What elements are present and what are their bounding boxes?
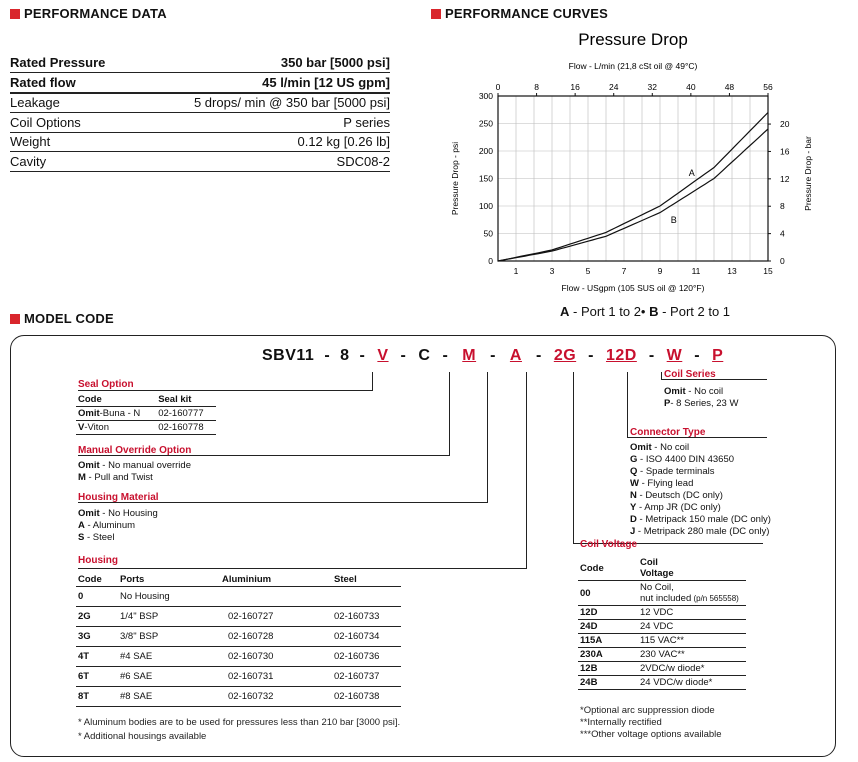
- x-tick-label: 5: [585, 266, 591, 276]
- housing-material-title: Housing Material: [78, 492, 159, 503]
- perf-row: Leakage 5 drops/ min @ 350 bar [5000 psi]: [10, 94, 390, 113]
- table-row: 115A 115 VAC**: [578, 634, 746, 648]
- housing-note: * Aluminum bodies are to be used for pressures less than 210 bar [3000 psi].: [78, 717, 401, 728]
- top-tick-label: 48: [724, 82, 735, 92]
- y2-axis-label: Pressure Drop - bar: [803, 136, 813, 211]
- top-tick-label: 8: [534, 82, 539, 92]
- table-row: 3G 3/8" BSP 02-160728 02-160734: [76, 627, 401, 647]
- perf-row: Rated flow 45 l/min [12 US gpm]: [10, 74, 390, 94]
- list-item: Omit - No coil: [630, 442, 690, 453]
- code-segment: 2G: [553, 347, 577, 364]
- manual-override-title: Manual Override Option: [78, 445, 192, 456]
- table-row: 230A 230 VAC**: [578, 648, 746, 662]
- list-item: D - Metripack 150 male (DC only): [630, 514, 771, 525]
- perf-row: Rated Pressure 350 bar [5000 psi]: [10, 54, 390, 73]
- top-axis-label: Flow - L/min (21,8 cSt oil @ 49°C): [568, 61, 698, 71]
- housing-table: [76, 573, 401, 707]
- red-square-icon: [10, 9, 20, 19]
- code-segment: 12D: [605, 347, 637, 364]
- list-item: G - ISO 4400 DIN 43650: [630, 454, 735, 465]
- x-axis-label: Flow - USgpm (105 SUS oil @ 120°F): [561, 283, 705, 293]
- top-tick-label: 16: [570, 82, 580, 92]
- seal-table: [76, 393, 216, 435]
- series-line-a: [498, 113, 768, 262]
- x-tick-label: 11: [691, 266, 701, 276]
- code-segment: W: [666, 347, 683, 364]
- housing-line: [78, 568, 527, 569]
- top-tick-label: 56: [763, 82, 773, 92]
- series-line-b: [498, 129, 768, 261]
- coil-voltage-title: Coil Voltage: [580, 539, 638, 550]
- table-row: 0 No Housing: [76, 587, 401, 607]
- connector-line: [627, 372, 628, 438]
- top-tick-label: 0: [495, 82, 501, 92]
- series-label-a: A: [688, 168, 695, 178]
- coil-voltage-notes: *Optional arc suppression diode **Internally rectified ***Other voltage options available: [580, 705, 722, 740]
- y-tick-label: 250: [478, 118, 493, 129]
- code-separator: -: [535, 347, 542, 364]
- table-row: 24D 24 VDC: [578, 620, 746, 634]
- y-tick-label: 150: [478, 173, 493, 184]
- table-row: 6T #6 SAE 02-160731 02-160737: [76, 667, 401, 687]
- list-item: W - Flying lead: [630, 478, 694, 489]
- x-tick-label: 3: [549, 266, 555, 276]
- y-tick-label: 0: [488, 256, 493, 266]
- y2-tick-label: 0: [780, 256, 785, 266]
- top-tick-label: 40: [686, 82, 696, 92]
- table-row: 12D 12 VDC: [578, 606, 746, 620]
- red-square-icon: [431, 9, 441, 19]
- chart-title: Pressure Drop: [578, 30, 688, 49]
- x-tick-label: 9: [657, 266, 663, 276]
- x-tick-label: 7: [621, 266, 627, 276]
- code-separator: -: [400, 347, 407, 364]
- y-tick-label: 200: [478, 146, 493, 156]
- col-header: Ports: [120, 574, 145, 585]
- x-tick-label: 13: [727, 266, 737, 276]
- col-header: Code: [78, 394, 102, 405]
- col-header: Seal kit: [158, 394, 192, 405]
- table-row: V-Viton 02-160778: [76, 421, 216, 435]
- model-code-heading: MODEL CODE: [10, 311, 114, 326]
- x-tick-label: 15: [763, 266, 773, 276]
- list-item: Y - Amp JR (DC only): [630, 502, 721, 513]
- code-segment: C: [418, 347, 431, 364]
- list-item: Q - Spade terminals: [630, 466, 715, 477]
- pressure-drop-chart: [440, 24, 840, 324]
- perf-row: Coil Options P series: [10, 114, 390, 133]
- code-separator: -: [324, 347, 331, 364]
- top-tick-label: 32: [647, 82, 658, 92]
- seal-option-title: Seal Option: [78, 379, 134, 390]
- housing-material-line: [487, 372, 488, 503]
- coil-series-title: Coil Series: [664, 369, 716, 380]
- seal-option-line: [78, 390, 373, 391]
- model-code-string: [262, 347, 723, 365]
- perf-row: Weight 0.12 kg [0.26 lb]: [10, 133, 390, 152]
- performance-table: [10, 54, 390, 172]
- list-item: Omit - No Housing: [78, 508, 158, 519]
- chart-legend: A - Port 1 to 2• B - Port 2 to 1: [560, 304, 731, 319]
- list-item: J - Metripack 280 male (DC only): [630, 526, 770, 537]
- manual-override-line: [449, 372, 450, 456]
- y-tick-label: 300: [478, 91, 493, 101]
- table-row: 2G 1/4" BSP 02-160727 02-160733: [76, 607, 401, 627]
- code-segment: M: [462, 347, 477, 364]
- connector-list: [630, 442, 771, 538]
- code-segment: A: [509, 347, 522, 364]
- code-segment: P: [712, 347, 724, 364]
- list-item: S - Steel: [78, 532, 115, 543]
- performance-data-heading: PERFORMANCE DATA: [10, 6, 167, 21]
- table-row: 00 No Coil, nut included (p/n 565558): [578, 581, 746, 606]
- code-separator: -: [442, 347, 449, 364]
- red-square-icon: [10, 314, 20, 324]
- table-row: 24B 24 VDC/w diode*: [578, 676, 746, 690]
- col-header: Code: [580, 562, 604, 574]
- y2-tick-label: 4: [780, 228, 785, 239]
- manual-override-list: [78, 460, 191, 484]
- housing-title: Housing: [78, 555, 118, 566]
- list-item: Omit - No manual override: [78, 460, 191, 471]
- code-separator: -: [490, 347, 496, 364]
- coil-voltage-table: [578, 556, 746, 690]
- col-header: Steel: [334, 574, 357, 585]
- list-item: M - Pull and Twist: [78, 472, 153, 483]
- y2-tick-label: 12: [780, 173, 790, 184]
- code-segment: 8: [340, 347, 350, 364]
- table-row: 4T #4 SAE 02-160730 02-160736: [76, 647, 401, 667]
- housing-material-list: [78, 508, 158, 544]
- col-header: Aluminium: [222, 574, 272, 585]
- code-segment: V: [377, 347, 389, 364]
- list-item: N - Deutsch (DC only): [630, 490, 723, 501]
- table-row: 12B 2VDC/w diode*: [578, 662, 746, 676]
- code-separator: -: [648, 347, 655, 364]
- code-segment: SBV11: [262, 347, 315, 364]
- x-tick-label: 1: [513, 266, 519, 276]
- y-tick-label: 100: [478, 201, 493, 211]
- y-axis-label: Pressure Drop - psi: [450, 141, 460, 216]
- connector-type-title: Connector Type: [630, 427, 706, 438]
- table-row: 8T #8 SAE 02-160732 02-160738: [76, 687, 401, 707]
- col-header: Coil Voltage: [640, 557, 674, 579]
- housing-note: * Additional housings available: [78, 731, 207, 742]
- list-item: P- 8 Series, 23 W: [664, 398, 739, 409]
- code-separator: -: [588, 347, 594, 364]
- y-tick-label: 50: [483, 228, 493, 239]
- series-label-b: B: [670, 214, 677, 225]
- coil-series-list: [664, 386, 738, 410]
- housing-line: [526, 372, 527, 569]
- top-tick-label: 24: [608, 82, 619, 92]
- coil-voltage-line: [573, 372, 574, 544]
- table-row: Omit-Buna - N 02-160777: [76, 407, 216, 421]
- code-separator: -: [694, 347, 701, 364]
- code-separator: -: [359, 347, 366, 364]
- seal-option-line: [372, 372, 373, 391]
- col-header: Code: [78, 574, 102, 585]
- list-item: A - Aluminum: [78, 520, 136, 531]
- list-item: Omit - No coil: [664, 386, 724, 397]
- perf-row: Cavity SDC08-2: [10, 153, 390, 172]
- y2-tick-label: 8: [780, 201, 785, 212]
- y2-tick-label: 20: [780, 119, 790, 130]
- performance-curves-heading: PERFORMANCE CURVES: [431, 6, 608, 21]
- y2-tick-label: 16: [780, 146, 790, 157]
